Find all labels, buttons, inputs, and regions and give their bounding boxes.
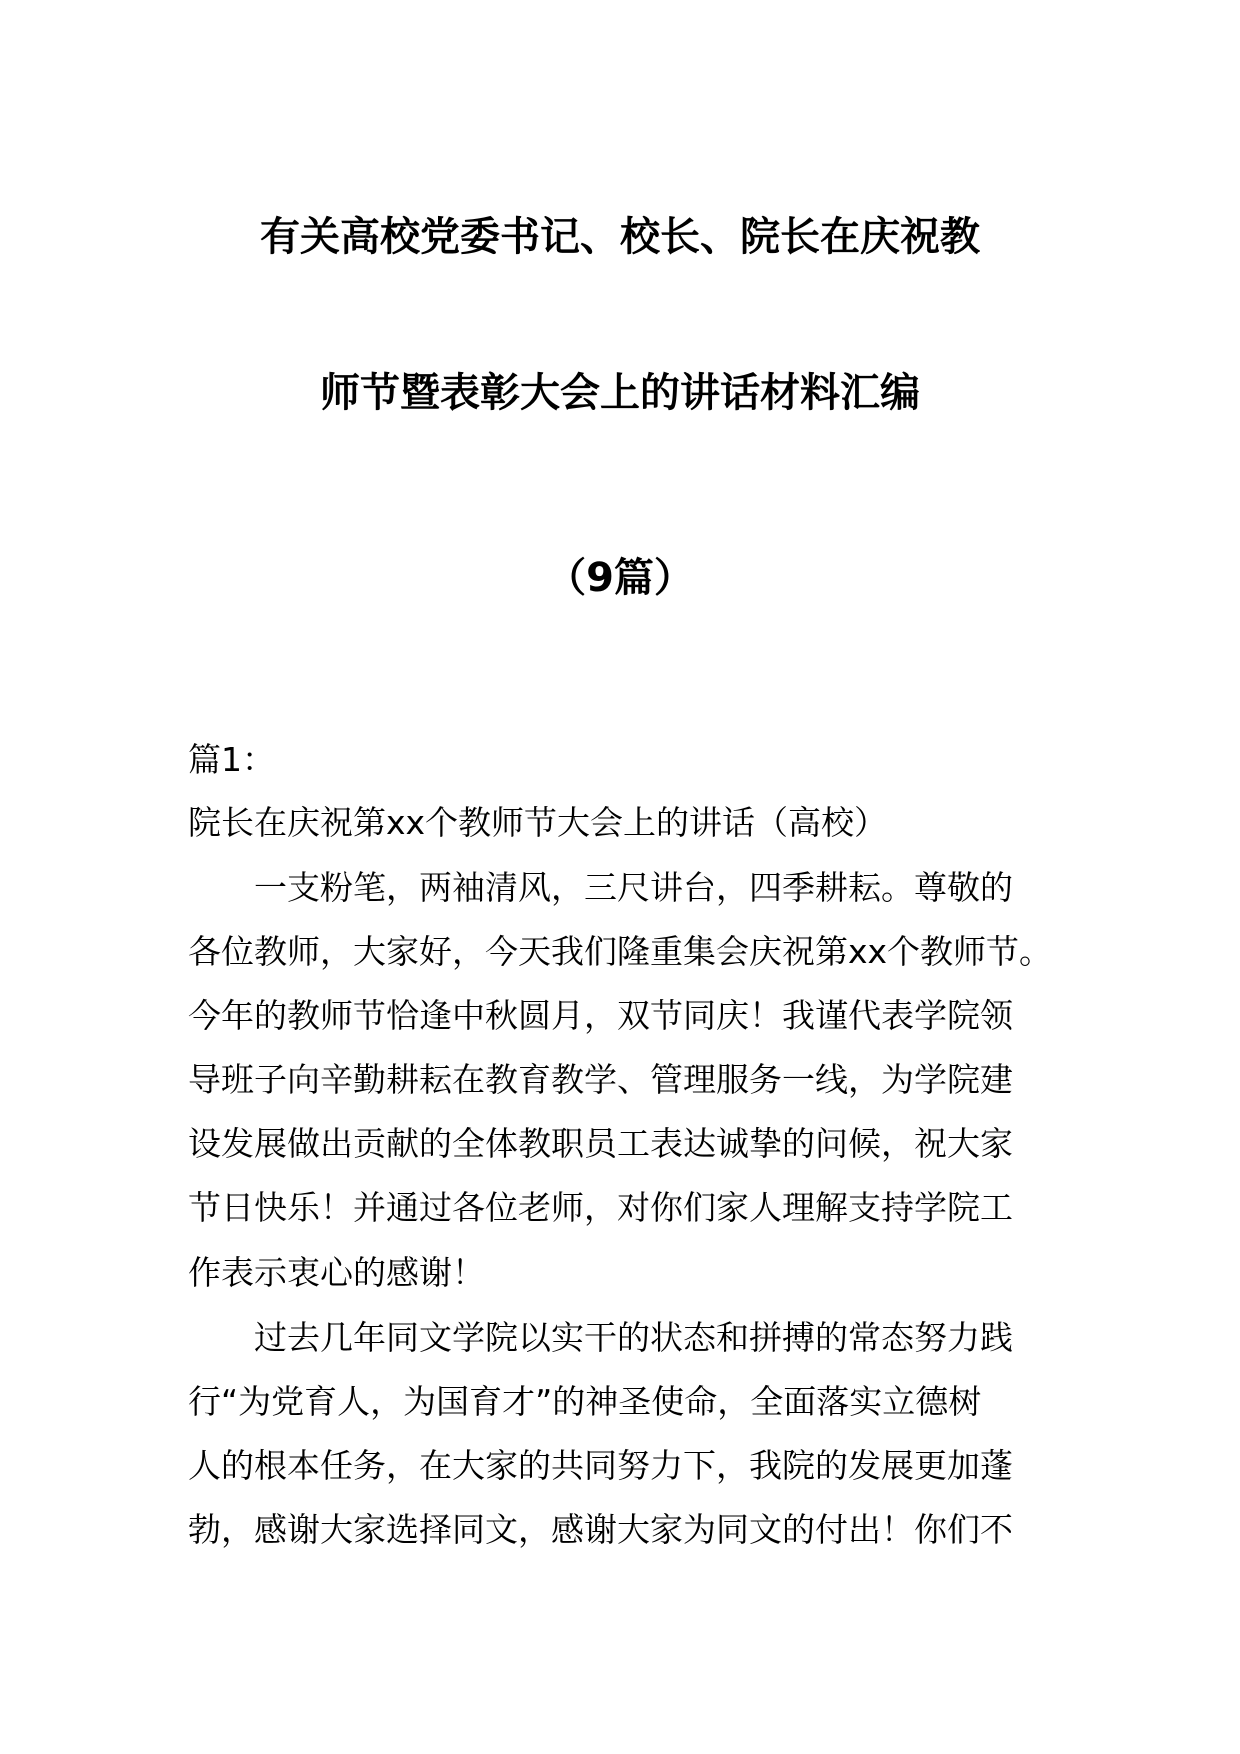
- body-line: 导班子向辛勤耕耘在教育教学、管理服务一线，为学院建: [188, 1060, 1013, 1099]
- body-line: 一支粉笔，两袖清风，三尺讲台，四季耕耘。尊敬的: [188, 868, 1013, 907]
- body-line: 院长在庆祝第xx个教师节大会上的讲话（高校）: [188, 803, 888, 842]
- body-line: 作表示衷心的感谢！: [188, 1253, 485, 1292]
- body-line: 勃，感谢大家选择同文，感谢大家为同文的付出！你们不: [188, 1510, 1013, 1549]
- doc-title-line2: 师节暨表彰大会上的讲话材料汇编: [320, 370, 920, 416]
- doc-title-line1: 有关高校党委书记、校长、院长在庆祝教: [260, 214, 980, 260]
- body-line: 设发展做出贡献的全体教职员工表达诚挚的问候，祝大家: [188, 1124, 1013, 1163]
- body-line: 节日快乐！并通过各位老师，对你们家人理解支持学院工: [188, 1188, 1013, 1227]
- body-line: 行“为党育人，为国育才”的神圣使命，全面落实立德树: [188, 1382, 982, 1421]
- body-line: 今年的教师节恰逢中秋圆月，双节同庆！我谨代表学院领: [188, 996, 1013, 1035]
- body-line: 人的根本任务，在大家的共同努力下，我院的发展更加蓬: [188, 1446, 1013, 1485]
- doc-title-count: （9篇）: [546, 555, 694, 601]
- body-line: 篇1：: [188, 740, 275, 779]
- body-line: 各位教师，大家好，今天我们隆重集会庆祝第xx个教师节。: [188, 932, 1053, 971]
- body-line: 过去几年同文学院以实干的状态和拼搏的常态努力践: [188, 1318, 1013, 1357]
